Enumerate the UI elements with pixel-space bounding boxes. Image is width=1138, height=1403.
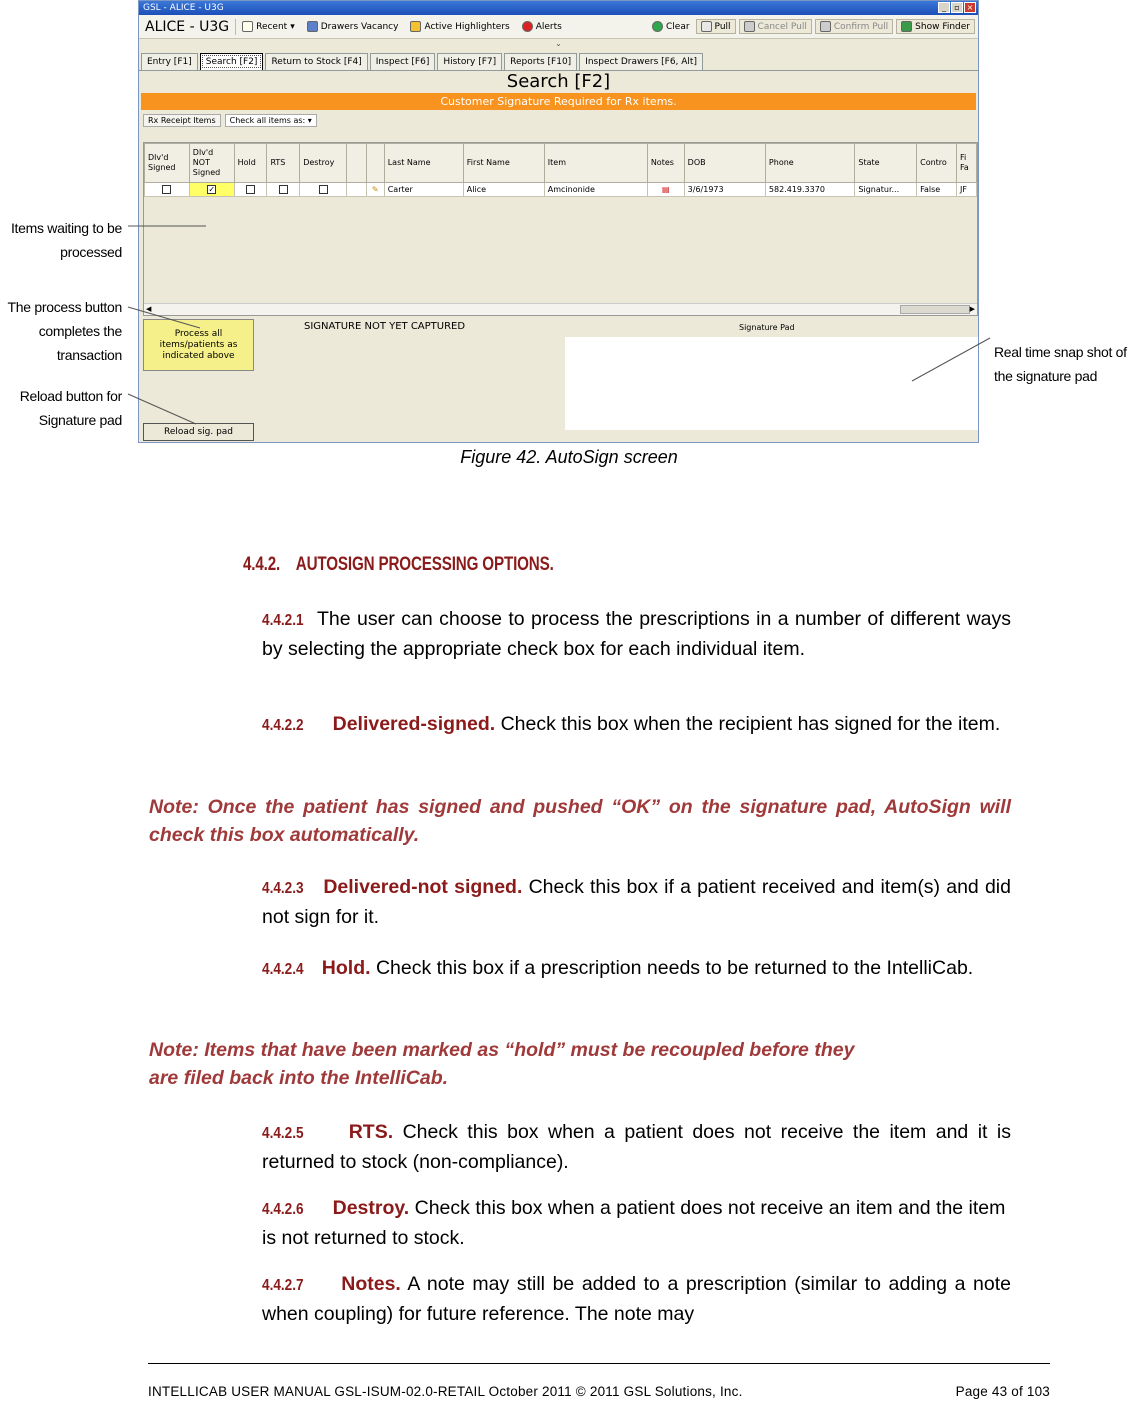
check-all-dropdown[interactable]: Check all items as: ▾: [225, 114, 317, 127]
scroll-left-icon[interactable]: ◀: [146, 305, 152, 313]
footer-left: INTELLICAB USER MANUAL GSL-ISUM-02.0-RETAIL October 2011 © 2011 GSL Solutions, Inc.: [148, 1384, 743, 1399]
footer-divider: [148, 1363, 1050, 1364]
note-autosign: Note: Once the patient has signed and pushed “OK” on the signature pad, AutoSign will check this box automatically.: [149, 796, 1011, 846]
show-finder-button[interactable]: Show Finder: [896, 19, 975, 34]
active-highlighters-button[interactable]: Active Highlighters: [404, 21, 515, 32]
para-4-4-2-7: 4.4.2.7 Notes. A note may still be added to a prescription (similar to adding a note when coupling) for future reference. The note may: [262, 1273, 1012, 1325]
col-destroy[interactable]: Destroy: [300, 144, 347, 183]
leader-line-reload: [128, 394, 196, 424]
callout-reload-button: Reload button for Signature pad: [19, 388, 122, 428]
minimize-button[interactable]: _: [938, 2, 950, 13]
col-last-name[interactable]: Last Name: [384, 144, 463, 183]
cell-first-name: Alice: [463, 183, 544, 197]
alerts-button[interactable]: Alerts: [516, 21, 568, 32]
note-hold: Note: Items that have been marked as “hold” must be recoupled before they are filed back into the IntelliCab.: [149, 1039, 855, 1089]
reload-sig-pad-button[interactable]: Reload sig. pad: [143, 423, 254, 441]
section-heading: 4.4.2. AUTOSIGN PROCESSING OPTIONS.: [243, 554, 554, 575]
rx-receipt-items-button[interactable]: Rx Receipt Items: [143, 114, 221, 127]
col-phone[interactable]: Phone: [765, 144, 854, 183]
cell-control: False: [917, 183, 957, 197]
col-rts[interactable]: RTS: [267, 144, 300, 183]
page-number: Page 43 of 103: [955, 1384, 1050, 1399]
tab-entry[interactable]: Entry [F1]: [141, 53, 198, 70]
tab-inspect[interactable]: Inspect [F6]: [370, 53, 436, 70]
signature-status: SIGNATURE NOT YET CAPTURED: [304, 321, 466, 332]
para-4-4-2-4: 4.4.2.4 Hold. Check this box if a prescription needs to be returned to the IntelliCab.: [262, 957, 974, 979]
leader-line-process: [128, 307, 200, 328]
col-first-name[interactable]: First Name: [463, 144, 544, 183]
cell-extra: JF: [956, 183, 976, 197]
recent-menu[interactable]: Recent ▾: [236, 21, 301, 32]
para-4-4-2-3: 4.4.2.3 Delivered-not signed. Check this box if a patient received and item(s) and did not sign for it.: [262, 876, 1011, 928]
callout-snapshot: Real time snap shot of the signature pad: [994, 344, 1127, 384]
col-control[interactable]: Contro: [917, 144, 957, 183]
col-dob[interactable]: DOB: [684, 144, 765, 183]
col-dlvd-not-signed[interactable]: Dlv'd NOT Signed: [189, 144, 234, 183]
app-title: ALICE - U3G: [139, 19, 236, 35]
para-4-4-2-5: 4.4.2.5 RTS. Check this box when a patient does not receive the item and it is returned to stock (non-compliance).: [262, 1121, 1011, 1173]
para-4-4-2-2: 4.4.2.2 Delivered-signed. Check this box when the recipient has signed for the item.: [262, 713, 1001, 735]
window-title: GSL - ALICE - U3G: [143, 3, 224, 13]
cell-state: Signatur...: [855, 183, 917, 197]
cell-last-name: Carter: [384, 183, 463, 197]
edit-icon[interactable]: ✎: [366, 183, 384, 197]
notes-icon[interactable]: ▤: [647, 183, 684, 197]
col-extra[interactable]: Fi Fa: [956, 144, 976, 183]
cell-dob: 3/6/1973: [684, 183, 765, 197]
tab-inspect-drawers[interactable]: Inspect Drawers [F6, Alt]: [579, 53, 703, 70]
close-button[interactable]: ×: [964, 2, 976, 13]
tab-search[interactable]: Search [F2]: [200, 53, 264, 70]
callout-leader-lines: [0, 0, 1138, 460]
col-item[interactable]: Item: [544, 144, 647, 183]
col-hold[interactable]: Hold: [234, 144, 267, 183]
leader-line-snapshot: [912, 338, 990, 381]
para-4-4-2-6: 4.4.2.6 Destroy. Check this box when a patient does not receive an item and the item is not returned to stock.: [262, 1197, 1006, 1249]
cell-phone: 582.419.3370: [765, 183, 854, 197]
confirm-pull-button[interactable]: Confirm Pull: [815, 19, 893, 34]
pull-button[interactable]: Pull: [696, 19, 736, 34]
clear-button[interactable]: Clear: [646, 21, 696, 32]
cell-item: Amcinonide: [544, 183, 647, 197]
process-all-button[interactable]: Process all items/patients as indicated above: [143, 319, 254, 371]
signature-pad-label: Signature Pad: [739, 323, 795, 332]
signature-required-banner: Customer Signature Required for Rx items.: [141, 93, 976, 110]
para-4-4-2-1: 4.4.2.1 The user can choose to process the prescriptions in a number of different ways by selecting the appropriate check box for each individual item.: [262, 608, 1011, 660]
callout-items-waiting: Items waiting to be processed: [10, 220, 122, 260]
figure-caption: Figure 42. AutoSign screen: [460, 447, 678, 467]
page-footer: [148, 1384, 1050, 1399]
page-title: Search [F2]: [506, 71, 611, 92]
cancel-pull-button[interactable]: Cancel Pull: [739, 19, 812, 34]
scroll-right-icon[interactable]: ▶: [969, 305, 975, 313]
restore-button[interactable]: ▫: [951, 2, 963, 13]
dlvd-not-signed-checkbox[interactable]: ✓: [208, 185, 216, 194]
tab-history[interactable]: History [F7]: [437, 53, 502, 70]
callout-process-button: The process button completes the transaction: [7, 299, 122, 363]
col-state[interactable]: State: [855, 144, 917, 183]
tab-reports[interactable]: Reports [F10]: [504, 53, 577, 70]
collapse-chevron-icon[interactable]: ⌄: [555, 39, 562, 48]
col-notes[interactable]: Notes: [647, 144, 684, 183]
drawers-vacancy-button[interactable]: Drawers Vacancy: [301, 21, 405, 32]
tab-return-to-stock[interactable]: Return to Stock [F4]: [265, 53, 367, 70]
col-dlvd-signed[interactable]: Dlv'd Signed: [145, 144, 190, 183]
